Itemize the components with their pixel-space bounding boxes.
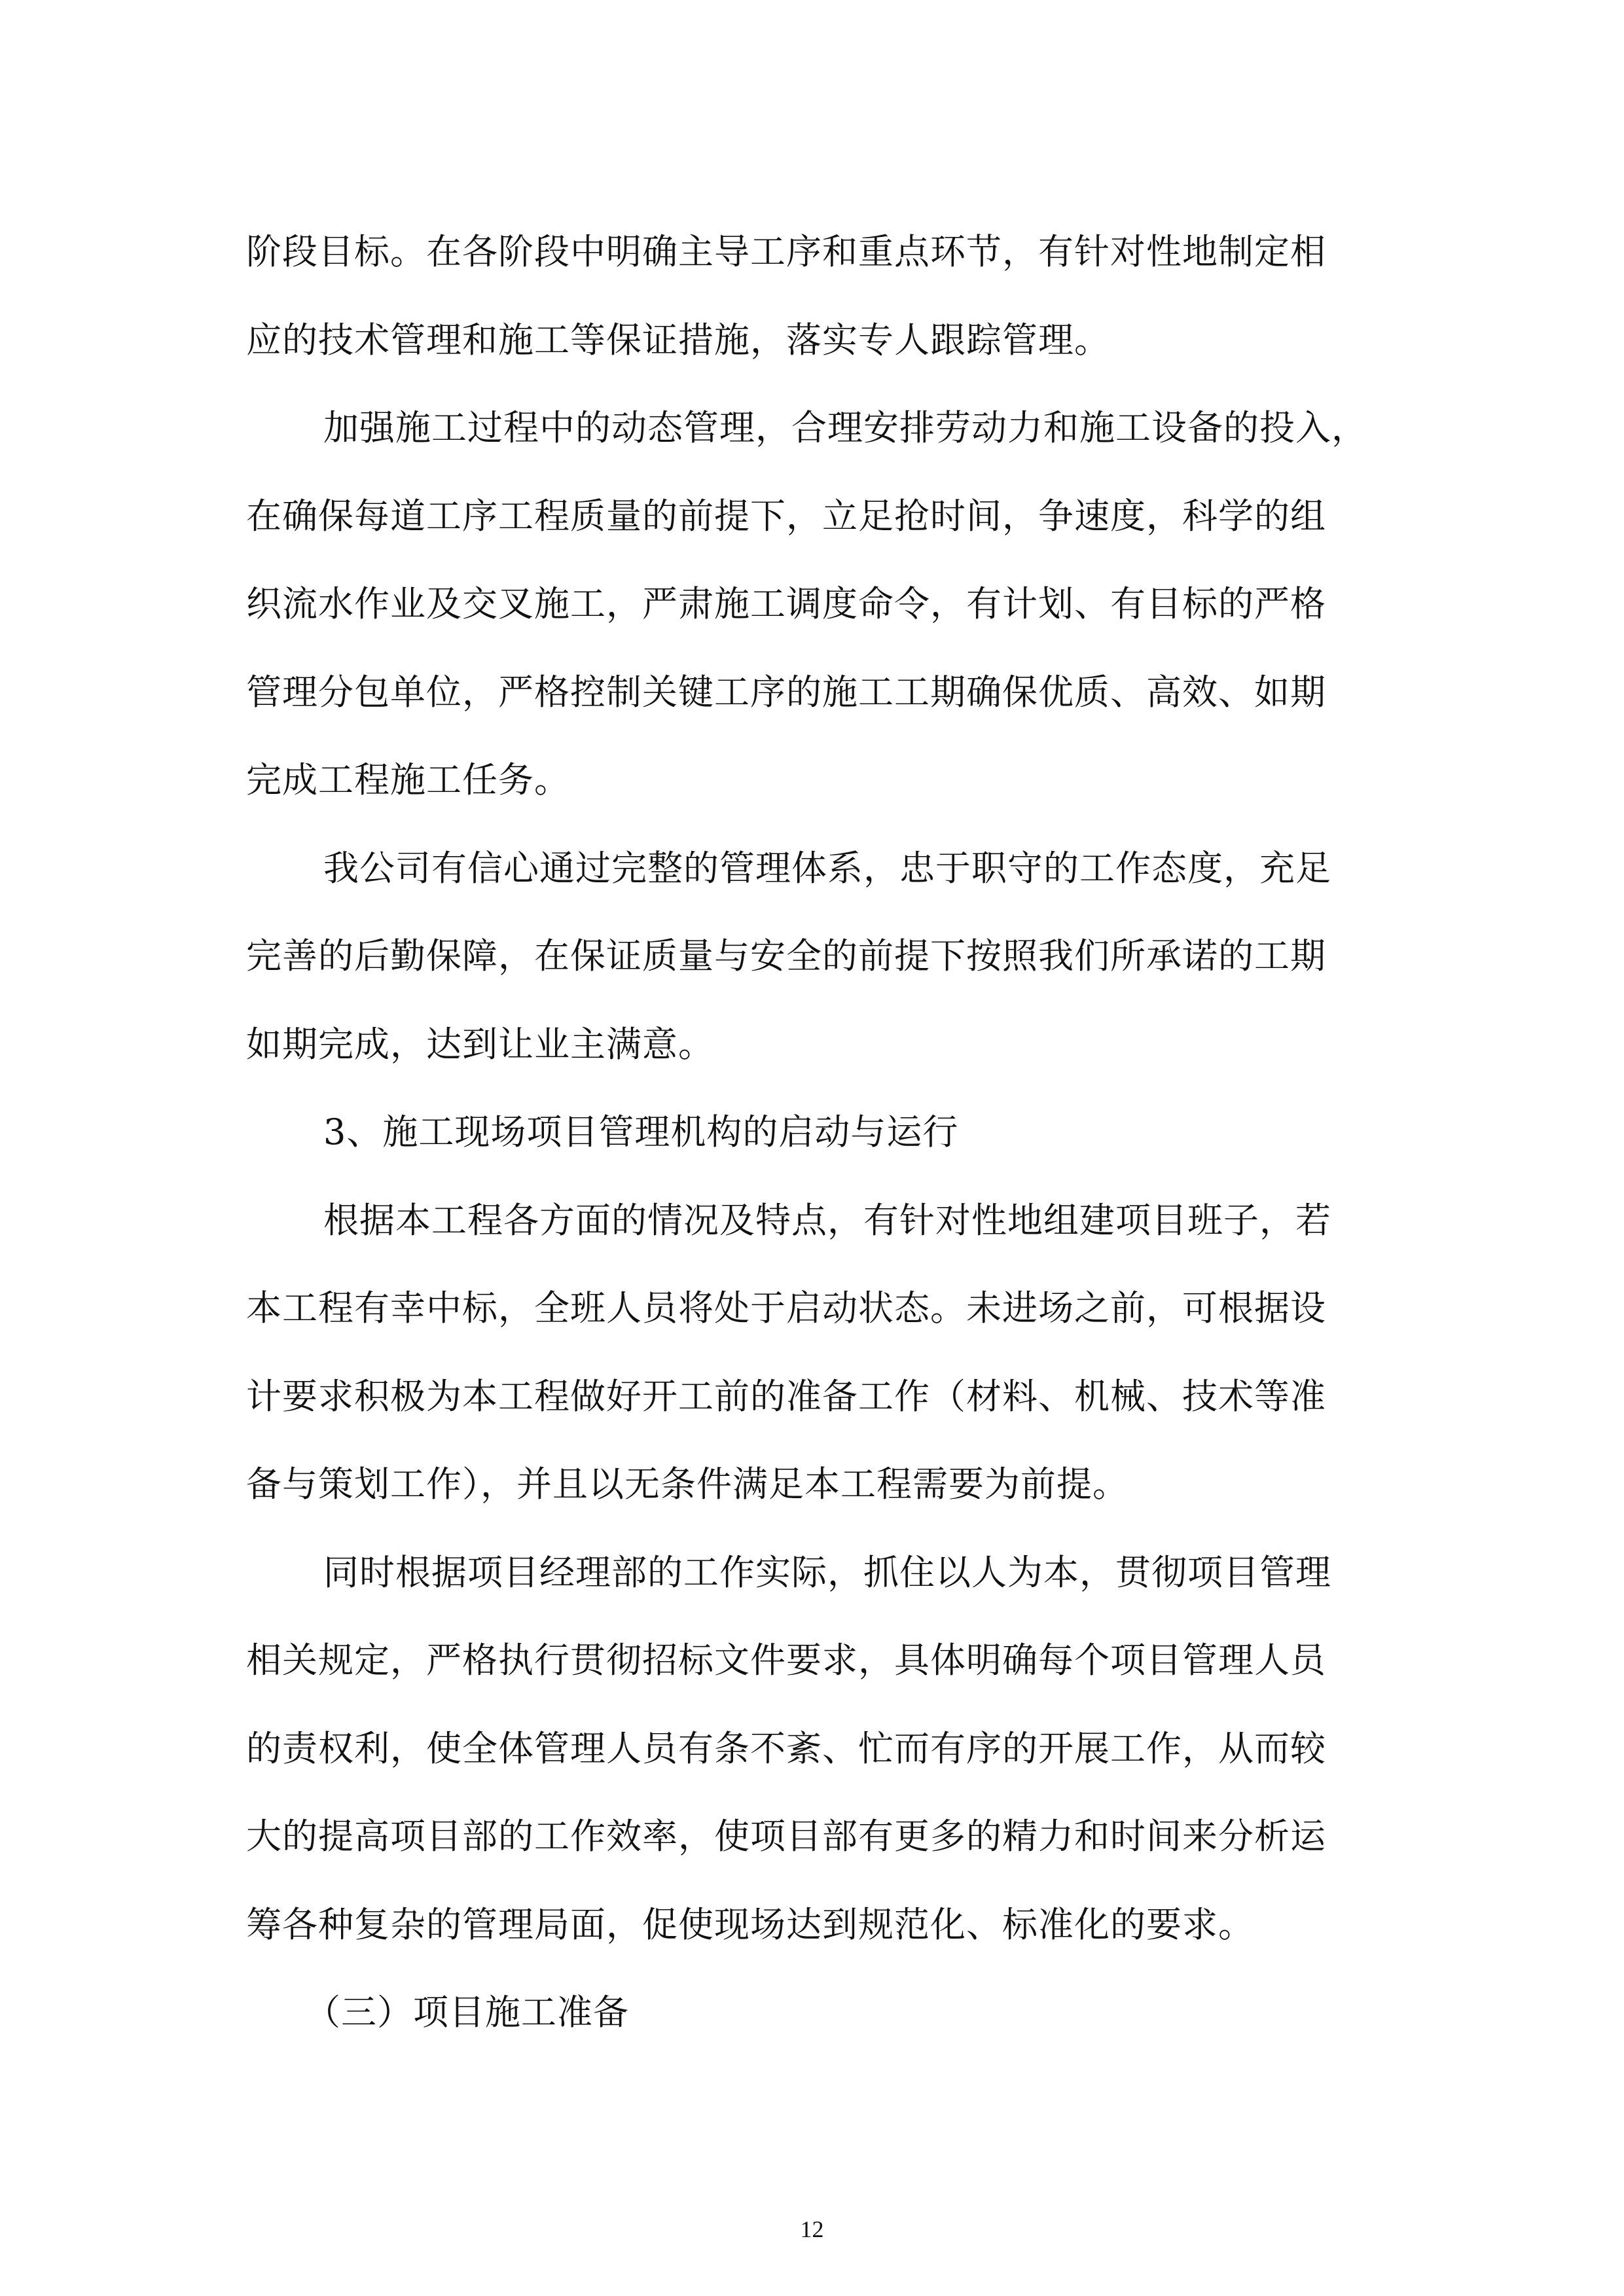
paragraph-start-line: 加强施工过程中的动态管理，合理安排劳动力和施工设备的投入， bbox=[323, 407, 1367, 448]
text-line: 织流水作业及交叉施工，严肃施工调度命令，有计划、有目标的严格 bbox=[246, 583, 1326, 624]
text-line: 如期完成，达到让业主满意。 bbox=[246, 1023, 714, 1065]
body-text bbox=[246, 208, 1398, 2057]
text-line: 计要求积极为本工程做好开工前的准备工作（材料、机械、技术等准 bbox=[246, 1375, 1326, 1417]
text-line: 阶段目标。在各阶段中明确主导工序和重点环节，有针对性地制定相 bbox=[246, 231, 1326, 272]
text-line: 筹各种复杂的管理局面，促使现场达到规范化、标准化的要求。 bbox=[246, 1903, 1254, 1945]
text-line: 相关规定，严格执行贯彻招标文件要求，具体明确每个项目管理人员 bbox=[246, 1640, 1326, 1681]
subsection-heading: （三）项目施工准备 bbox=[305, 1992, 629, 2033]
text-line: 本工程有幸中标，全班人员将处于启动状态。未进场之前，可根据设 bbox=[246, 1287, 1326, 1329]
text-line: 完成工程施工任务。 bbox=[246, 759, 570, 800]
paragraph-start-line: 根据本工程各方面的情况及特点，有针对性地组建项目班子，若 bbox=[323, 1199, 1331, 1241]
paragraph-start-line: 同时根据项目经理部的工作实际，抓住以人为本，贯彻项目管理 bbox=[323, 1551, 1331, 1593]
text-line: 备与策划工作），并且以无条件满足本工程需要为前提。 bbox=[246, 1463, 1128, 1505]
page-number: 12 bbox=[800, 2216, 824, 2242]
paragraph-start-line: 我公司有信心通过完整的管理体系，忠于职守的工作态度，充足 bbox=[323, 847, 1331, 889]
text-line: 完善的后勤保障，在保证质量与安全的前提下按照我们所承诺的工期 bbox=[246, 935, 1326, 977]
text-line: 大的提高项目部的工作效率，使项目部有更多的精力和时间来分析运 bbox=[246, 1816, 1326, 1857]
text-line: 在确保每道工序工程质量的前提下，立足抢时间，争速度，科学的组 bbox=[246, 495, 1326, 537]
text-line: 应的技术管理和施工等保证措施，落实专人跟踪管理。 bbox=[246, 319, 1110, 361]
text-line: 管理分包单位，严格控制关键工序的施工工期确保优质、高效、如期 bbox=[246, 671, 1326, 713]
section-heading: 3、施工现场项目管理机构的启动与运行 bbox=[323, 1111, 959, 1153]
text-line: 的责权利，使全体管理人员有条不紊、忙而有序的开展工作，从而较 bbox=[246, 1727, 1326, 1769]
